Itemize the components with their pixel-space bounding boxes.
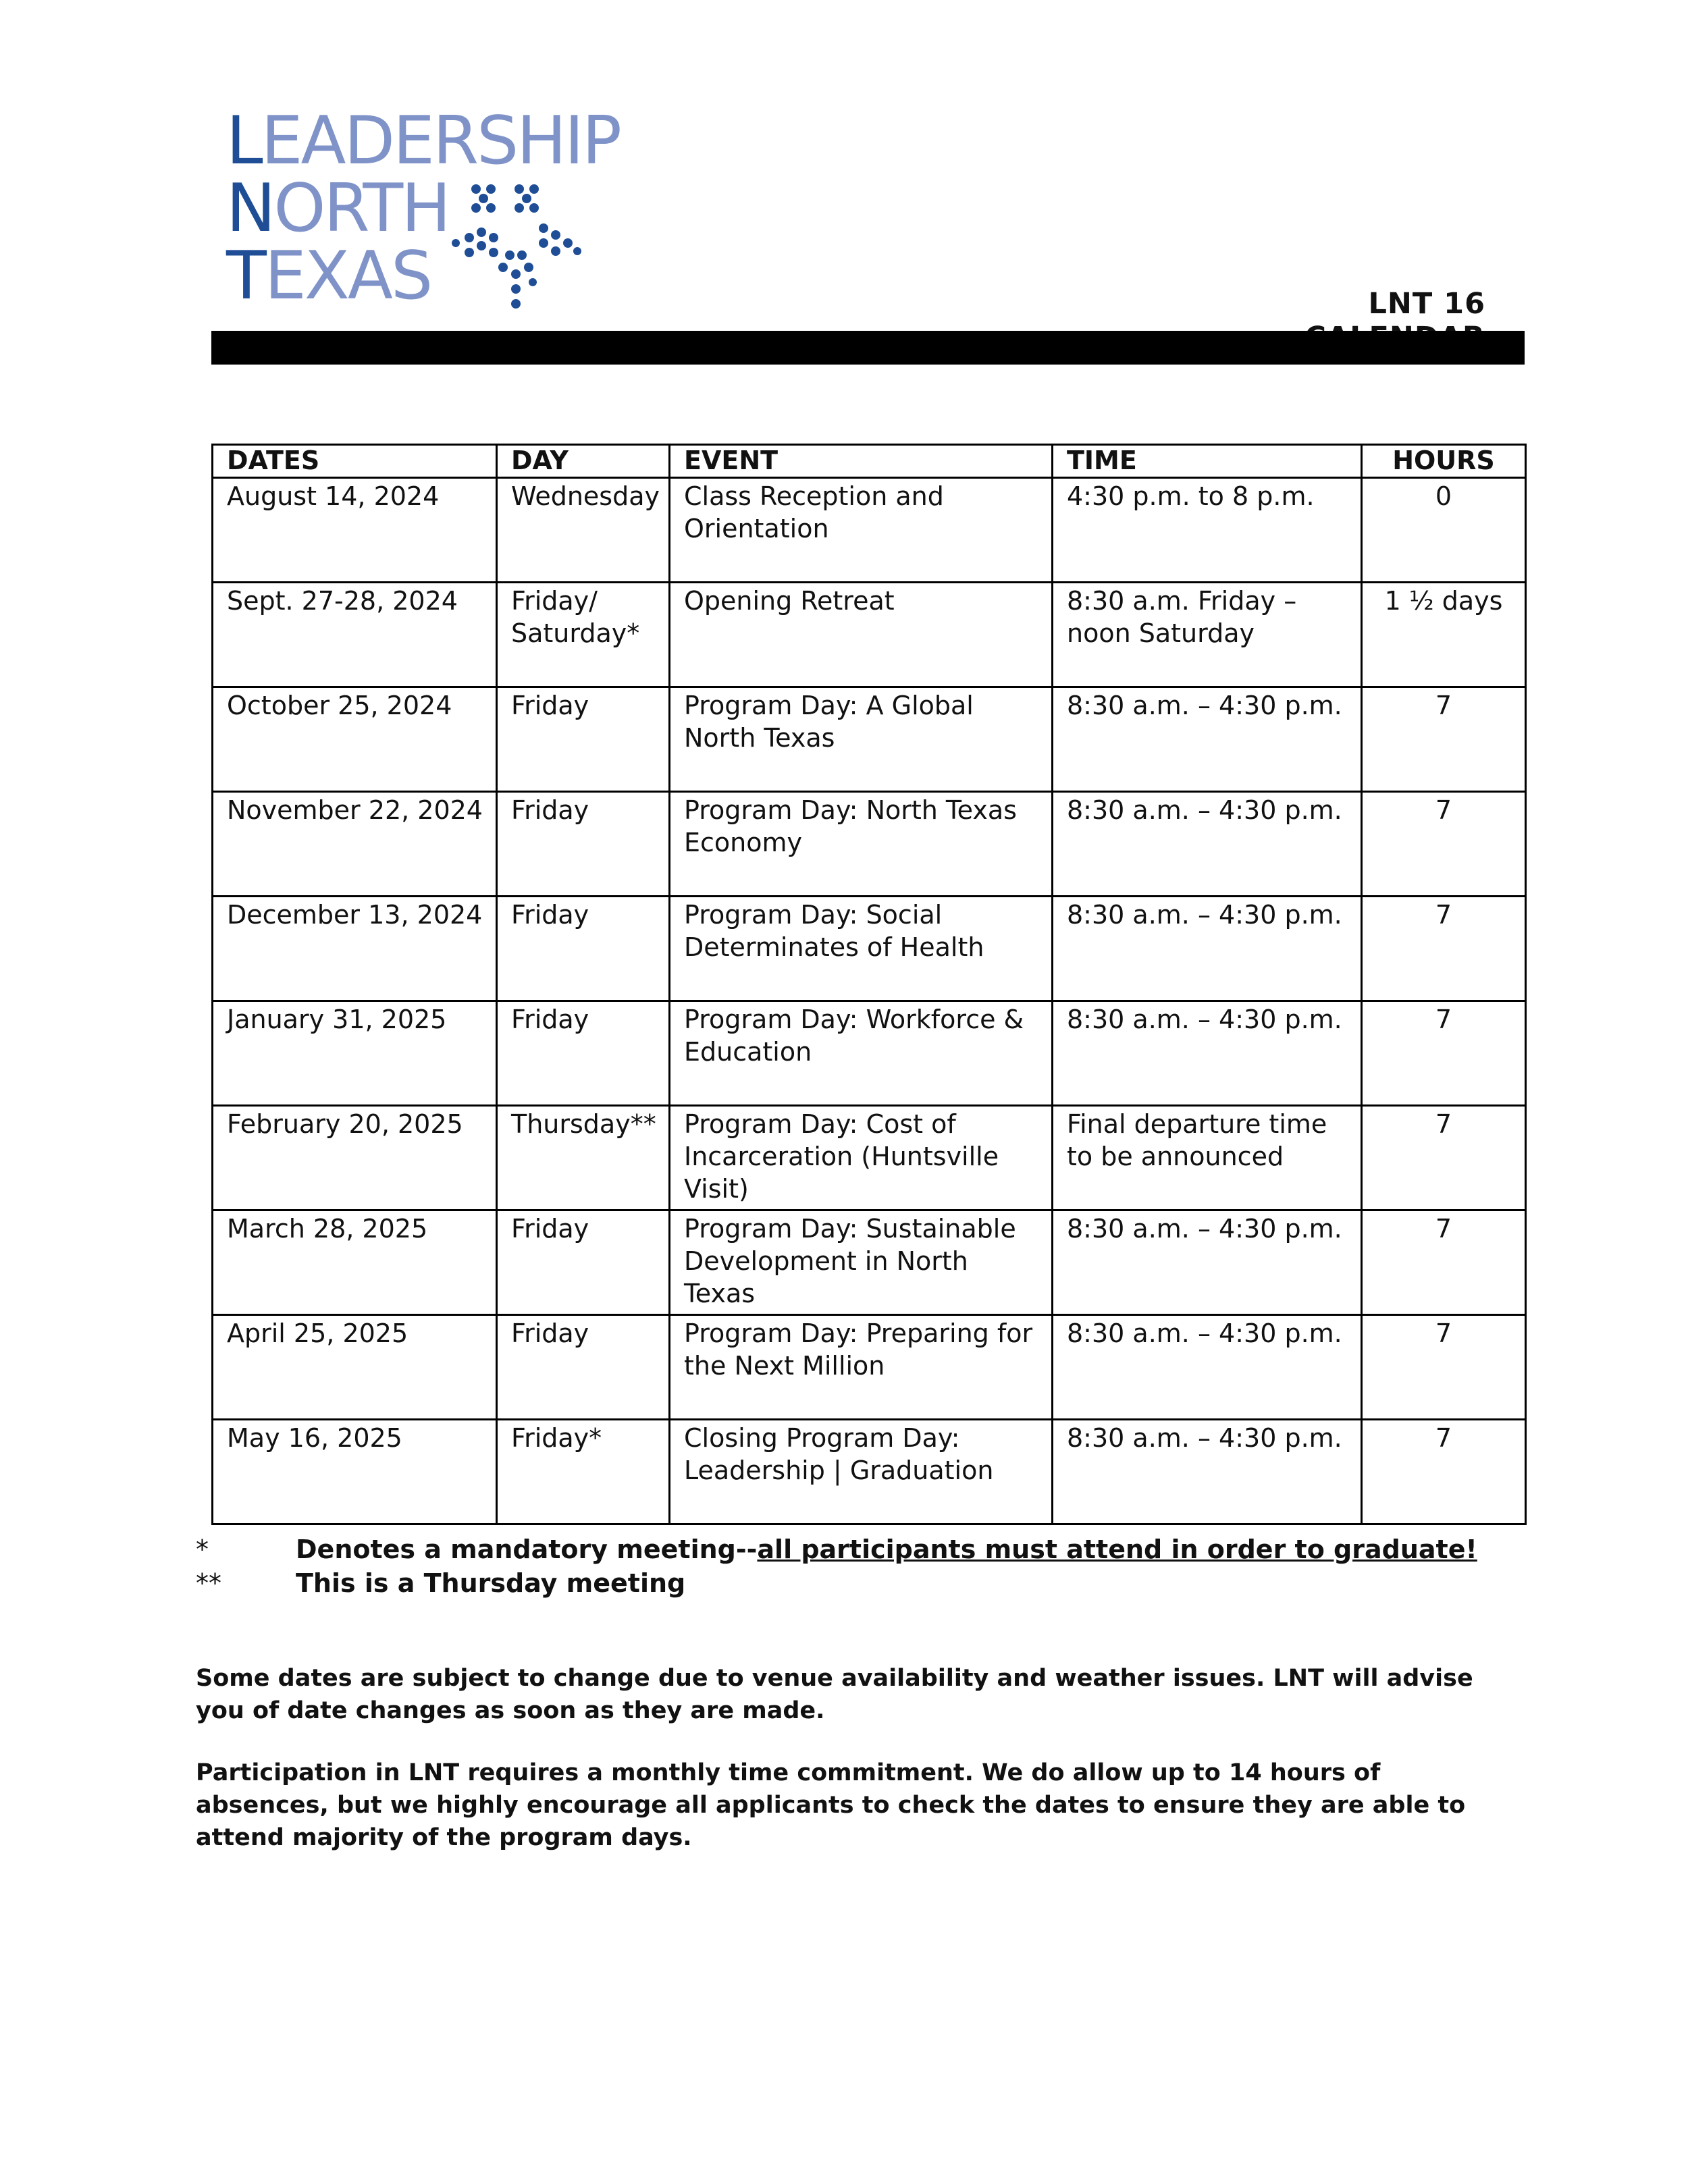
time-cell: 8:30 a.m. – 4:30 p.m. — [1053, 792, 1362, 897]
hours-cell: 7 — [1362, 1315, 1526, 1420]
day-cell: Friday — [497, 1001, 670, 1106]
time-cell: 8:30 a.m. Friday – noon Saturday — [1053, 583, 1362, 687]
hours-cell: 7 — [1362, 1210, 1526, 1315]
footnote-thursday — [196, 1566, 1512, 1600]
header-dates: DATES — [213, 445, 497, 478]
hours-cell: 7 — [1362, 792, 1526, 897]
date-cell: March 28, 2025 — [213, 1210, 497, 1315]
footnote-symbol: * — [196, 1535, 209, 1564]
time-cell: 8:30 a.m. – 4:30 p.m. — [1053, 1001, 1362, 1106]
date-cell: August 14, 2024 — [213, 478, 497, 583]
day-cell: Wednesday — [497, 478, 670, 583]
hours-cell: 7 — [1362, 1106, 1526, 1210]
hours-cell: 7 — [1362, 1420, 1526, 1524]
event-cell: Program Day: Workforce & Education — [670, 1001, 1053, 1106]
table-header-row — [213, 445, 1526, 478]
day-cell: Friday* — [497, 1420, 670, 1524]
footnote-underlined-text: all participants must attend in order to graduate! — [757, 1535, 1477, 1564]
logo-letter-t: T — [226, 238, 265, 315]
table-row — [213, 1315, 1526, 1420]
footnote-mandatory — [196, 1533, 1512, 1566]
table-row — [213, 897, 1526, 1001]
table-row — [213, 1001, 1526, 1106]
footnote-text: This is a Thursday meeting — [296, 1568, 686, 1598]
table-row — [213, 1420, 1526, 1524]
header-rule — [211, 331, 1525, 365]
time-cell: 8:30 a.m. – 4:30 p.m. — [1053, 1420, 1362, 1524]
date-cell: May 16, 2025 — [213, 1420, 497, 1524]
logo-word-eadership: EADERSHIP — [261, 103, 620, 180]
table-row — [213, 1106, 1526, 1210]
event-cell: Program Day: Cost of Incarceration (Huntsville Visit) — [670, 1106, 1053, 1210]
day-cell: Friday — [497, 687, 670, 792]
header-event: EVENT — [670, 445, 1053, 478]
header-day: DAY — [497, 445, 670, 478]
logo-line-2 — [226, 170, 449, 247]
date-cell: November 22, 2024 — [213, 792, 497, 897]
logo-line-1 — [226, 103, 620, 180]
time-cell: 8:30 a.m. – 4:30 p.m. — [1053, 897, 1362, 1001]
footnotes — [196, 1533, 1512, 1600]
time-cell: 8:30 a.m. – 4:30 p.m. — [1053, 687, 1362, 792]
hours-cell: 7 — [1362, 687, 1526, 792]
event-cell: Program Day: North Texas Economy — [670, 792, 1053, 897]
day-cell: Friday — [497, 792, 670, 897]
table-row — [213, 478, 1526, 583]
date-cell: January 31, 2025 — [213, 1001, 497, 1106]
hours-cell: 7 — [1362, 1001, 1526, 1106]
day-cell: Friday — [497, 1210, 670, 1315]
day-cell: Friday — [497, 897, 670, 1001]
date-cell: December 13, 2024 — [213, 897, 497, 1001]
event-cell: Program Day: Sustainable Development in North Texas — [670, 1210, 1053, 1315]
date-cell: February 20, 2025 — [213, 1106, 497, 1210]
day-cell: Friday — [497, 1315, 670, 1420]
organization-logo — [226, 103, 620, 315]
time-cell: 8:30 a.m. – 4:30 p.m. — [1053, 1315, 1362, 1420]
hours-cell: 1 ½ days — [1362, 583, 1526, 687]
event-cell: Opening Retreat — [670, 583, 1053, 687]
footnote-symbol: ** — [196, 1568, 221, 1598]
date-cell: Sept. 27-28, 2024 — [213, 583, 497, 687]
logo-letter-n: N — [226, 170, 274, 247]
table-row — [213, 792, 1526, 897]
header-time: TIME — [1053, 445, 1362, 478]
event-cell: Program Day: Social Determinates of Health — [670, 897, 1053, 1001]
date-change-notice: Some dates are subject to change due to venue availability and weather issues. LNT will advise you of date changes as soon as they are made. — [196, 1665, 1473, 1724]
logo-letter-l: L — [226, 103, 261, 180]
hours-cell: 7 — [1362, 897, 1526, 1001]
day-cell: Friday/ Saturday* — [497, 583, 670, 687]
date-cell: October 25, 2024 — [213, 687, 497, 792]
time-cell: 8:30 a.m. – 4:30 p.m. — [1053, 1210, 1362, 1315]
event-cell: Program Day: A Global North Texas — [670, 687, 1053, 792]
participation-notice: Participation in LNT requires a monthly time commitment. We do allow up to 14 hours of absences, but we highly encourage all applicants to check the dates to ensure they are able to attend majority of the program days. — [196, 1759, 1466, 1851]
time-cell: 4:30 p.m. to 8 p.m. — [1053, 478, 1362, 583]
event-cell: Program Day: Preparing for the Next Million — [670, 1315, 1053, 1420]
day-cell: Thursday** — [497, 1106, 670, 1210]
hours-cell: 0 — [1362, 478, 1526, 583]
logo-word-exas: EXAS — [264, 238, 431, 315]
table-row — [213, 583, 1526, 687]
header-hours: HOURS — [1362, 445, 1526, 478]
dotted-star-icon — [449, 176, 584, 311]
date-cell: April 25, 2025 — [213, 1315, 497, 1420]
table-row — [213, 1210, 1526, 1315]
event-cell: Closing Program Day: Leadership | Graduation — [670, 1420, 1053, 1524]
table-row — [213, 687, 1526, 792]
logo-line-3 — [226, 238, 431, 315]
time-cell: Final departure time to be announced — [1053, 1106, 1362, 1210]
calendar-title: LNT 16 — [1368, 287, 1485, 321]
calendar-table — [211, 444, 1527, 1525]
event-cell: Class Reception and Orientation — [670, 478, 1053, 583]
logo-word-orth: ORTH — [273, 170, 449, 247]
footnote-text: Denotes a mandatory meeting-- — [296, 1535, 758, 1564]
